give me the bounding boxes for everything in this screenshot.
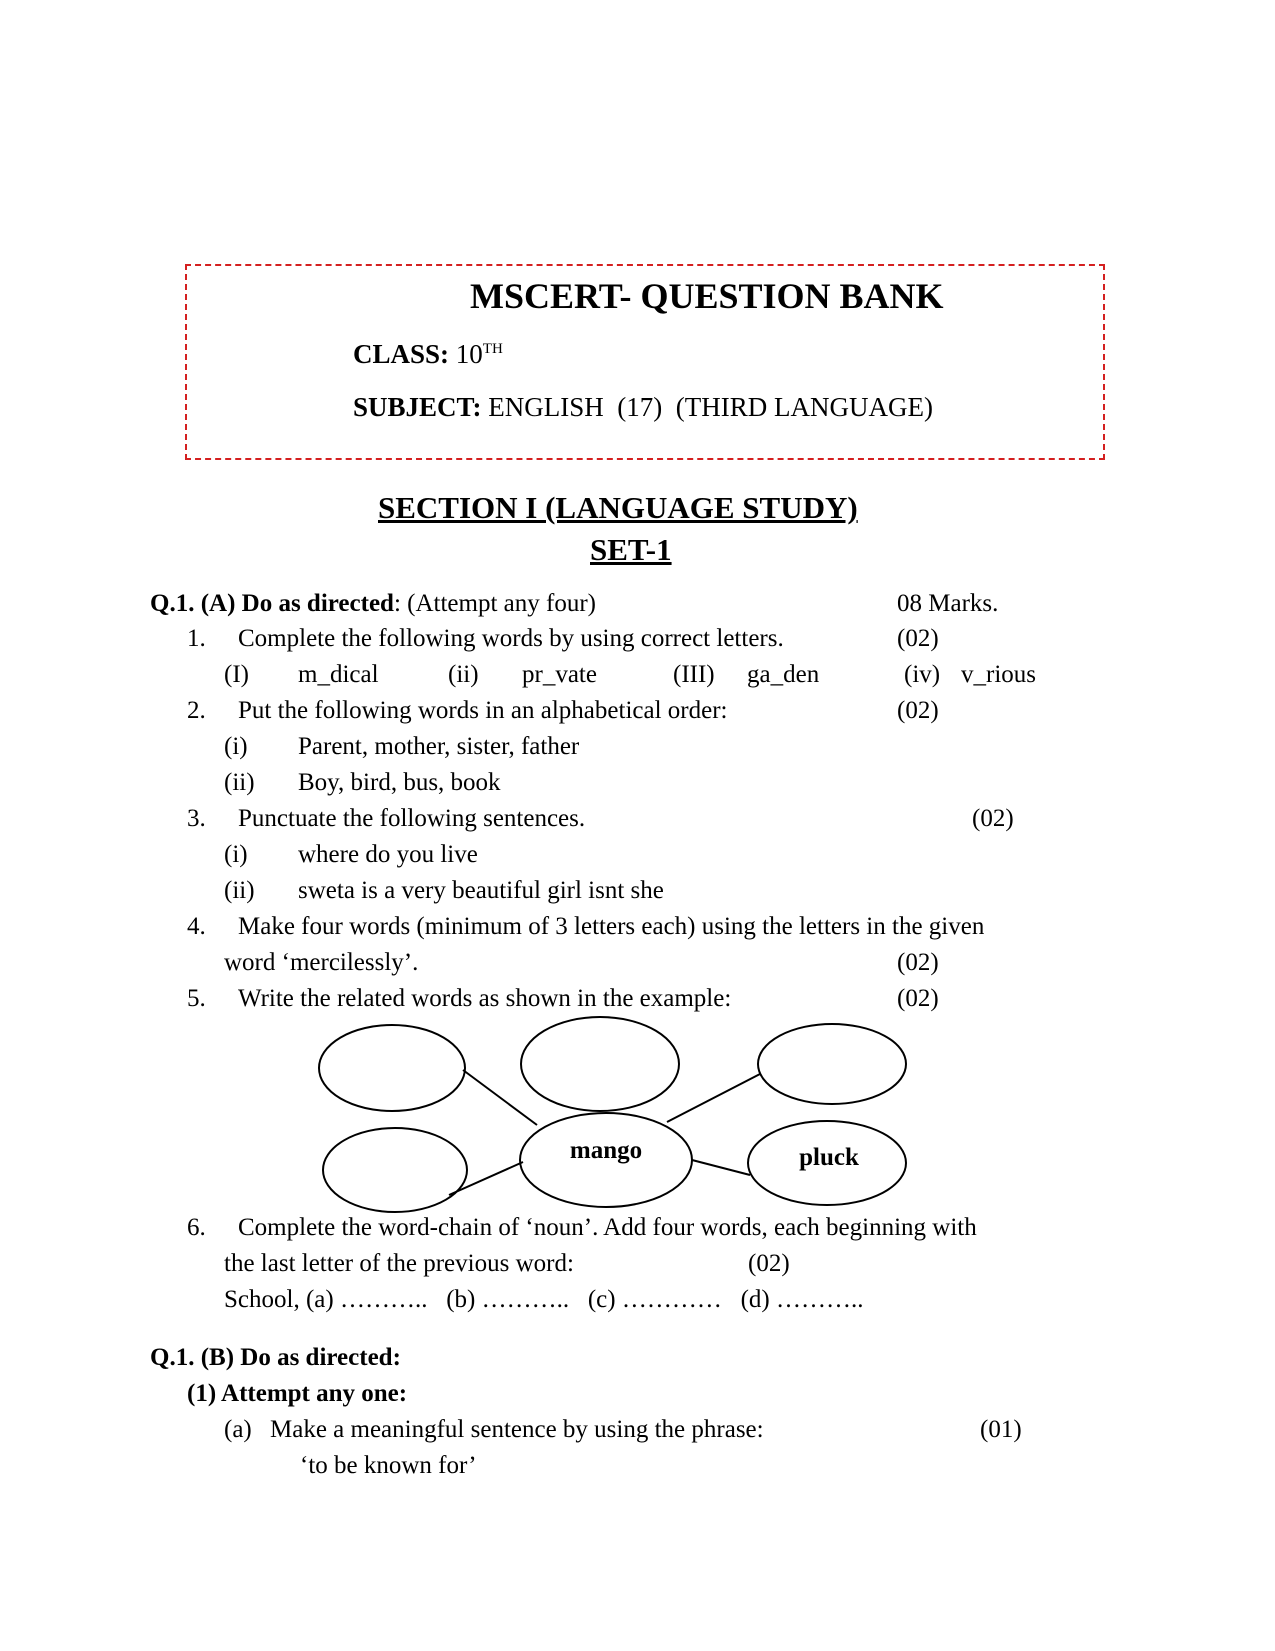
item-1-text: Complete the following words by using correct letters.: [238, 625, 784, 652]
item-3-sub-label: (i): [224, 841, 248, 868]
item-4-text-2: word ‘mercilessly’.: [224, 949, 419, 976]
class-value: 10: [455, 339, 483, 369]
item-3-num: 3.: [187, 805, 206, 832]
item-1-part-label: (I): [224, 661, 249, 688]
item-4-num: 4.: [187, 913, 206, 940]
item-5-text: Write the related words as shown in the example:: [238, 985, 732, 1012]
item-1-num: 1.: [187, 625, 206, 652]
q1b-item-a-marks: (01): [980, 1416, 1022, 1443]
item-2-num: 2.: [187, 697, 206, 724]
q1a-marks: 08 Marks.: [897, 590, 999, 617]
q1a-heading-rest: : (Attempt any four): [393, 590, 596, 617]
set-title: SET-1: [590, 532, 672, 567]
item-3-sub-text: where do you live: [298, 841, 478, 868]
class-sup: TH: [482, 341, 503, 357]
center-word-label: mango: [569, 1137, 643, 1164]
item-1-part-text: ga_den: [747, 661, 820, 688]
blank-word-oval: [319, 1025, 465, 1111]
item-1-part-label: (iv): [904, 661, 941, 688]
blank-word-oval: [758, 1024, 906, 1104]
item-1-part-label: (III): [673, 661, 715, 688]
item-6-marks: (02): [748, 1250, 790, 1277]
blank-word-oval: [323, 1128, 467, 1212]
section-title: SECTION I (LANGUAGE STUDY): [378, 490, 858, 525]
item-2-marks: (02): [897, 697, 939, 724]
item-5-marks: (02): [897, 985, 939, 1012]
item-2-sub-label: (ii): [224, 769, 255, 796]
item-2-sub-label: (i): [224, 733, 248, 760]
item-2-sub-text: Parent, mother, sister, father: [298, 733, 580, 760]
item-5-num: 5.: [187, 985, 206, 1012]
page-title: MSCERT- QUESTION BANK: [470, 276, 944, 316]
example-word-label: pluck: [799, 1144, 859, 1171]
q1b-item-a-text: Make a meaningful sentence by using the phrase:: [270, 1416, 764, 1443]
item-3-marks: (02): [972, 805, 1014, 832]
class-label: CLASS:: [353, 339, 450, 369]
item-1-part-label: (ii): [448, 661, 479, 688]
q1b-item-a-label: (a): [224, 1416, 252, 1443]
q1b-item-a-phrase: ‘to be known for’: [300, 1452, 477, 1479]
item-1-part-text: pr_vate: [522, 661, 597, 688]
connector-line: [463, 1070, 537, 1125]
item-4-text: Make four words (minimum of 3 letters each) using the letters in the given: [238, 913, 985, 940]
item-6-text: Complete the word-chain of ‘noun’. Add four words, each beginning with: [238, 1214, 977, 1241]
item-2-sub-text: Boy, bird, bus, book: [298, 769, 501, 796]
q1b-heading: Q.1. (B) Do as directed:: [150, 1344, 401, 1371]
item-3-sub-label: (ii): [224, 877, 255, 904]
connector-line: [692, 1160, 750, 1175]
item-6-chain: School, (a) ……….. (b) ……….. (c) ………… (d) ………..: [224, 1286, 864, 1313]
item-1-part-text: m_dical: [298, 661, 379, 688]
item-1-marks: (02): [897, 625, 939, 652]
connector-line: [449, 1162, 523, 1195]
connector-line: [667, 1074, 760, 1122]
item-4-marks: (02): [897, 949, 939, 976]
blank-word-oval: [521, 1017, 679, 1111]
item-3-text: Punctuate the following sentences.: [238, 805, 586, 832]
q1a-heading-bold: Q.1. (A) Do as directed: [150, 590, 394, 617]
item-2-text: Put the following words in an alphabetical order:: [238, 697, 728, 724]
subject-value: ENGLISH (17) (THIRD LANGUAGE): [488, 392, 933, 422]
item-6-num: 6.: [187, 1214, 206, 1241]
subject-label: SUBJECT:: [353, 392, 482, 422]
item-6-text-2: the last letter of the previous word:: [224, 1250, 574, 1277]
item-3-sub-text: sweta is a very beautiful girl isnt she: [298, 877, 664, 904]
item-1-part-text: v_rious: [961, 661, 1036, 688]
q1b-sub-heading: (1) Attempt any one:: [187, 1380, 408, 1407]
